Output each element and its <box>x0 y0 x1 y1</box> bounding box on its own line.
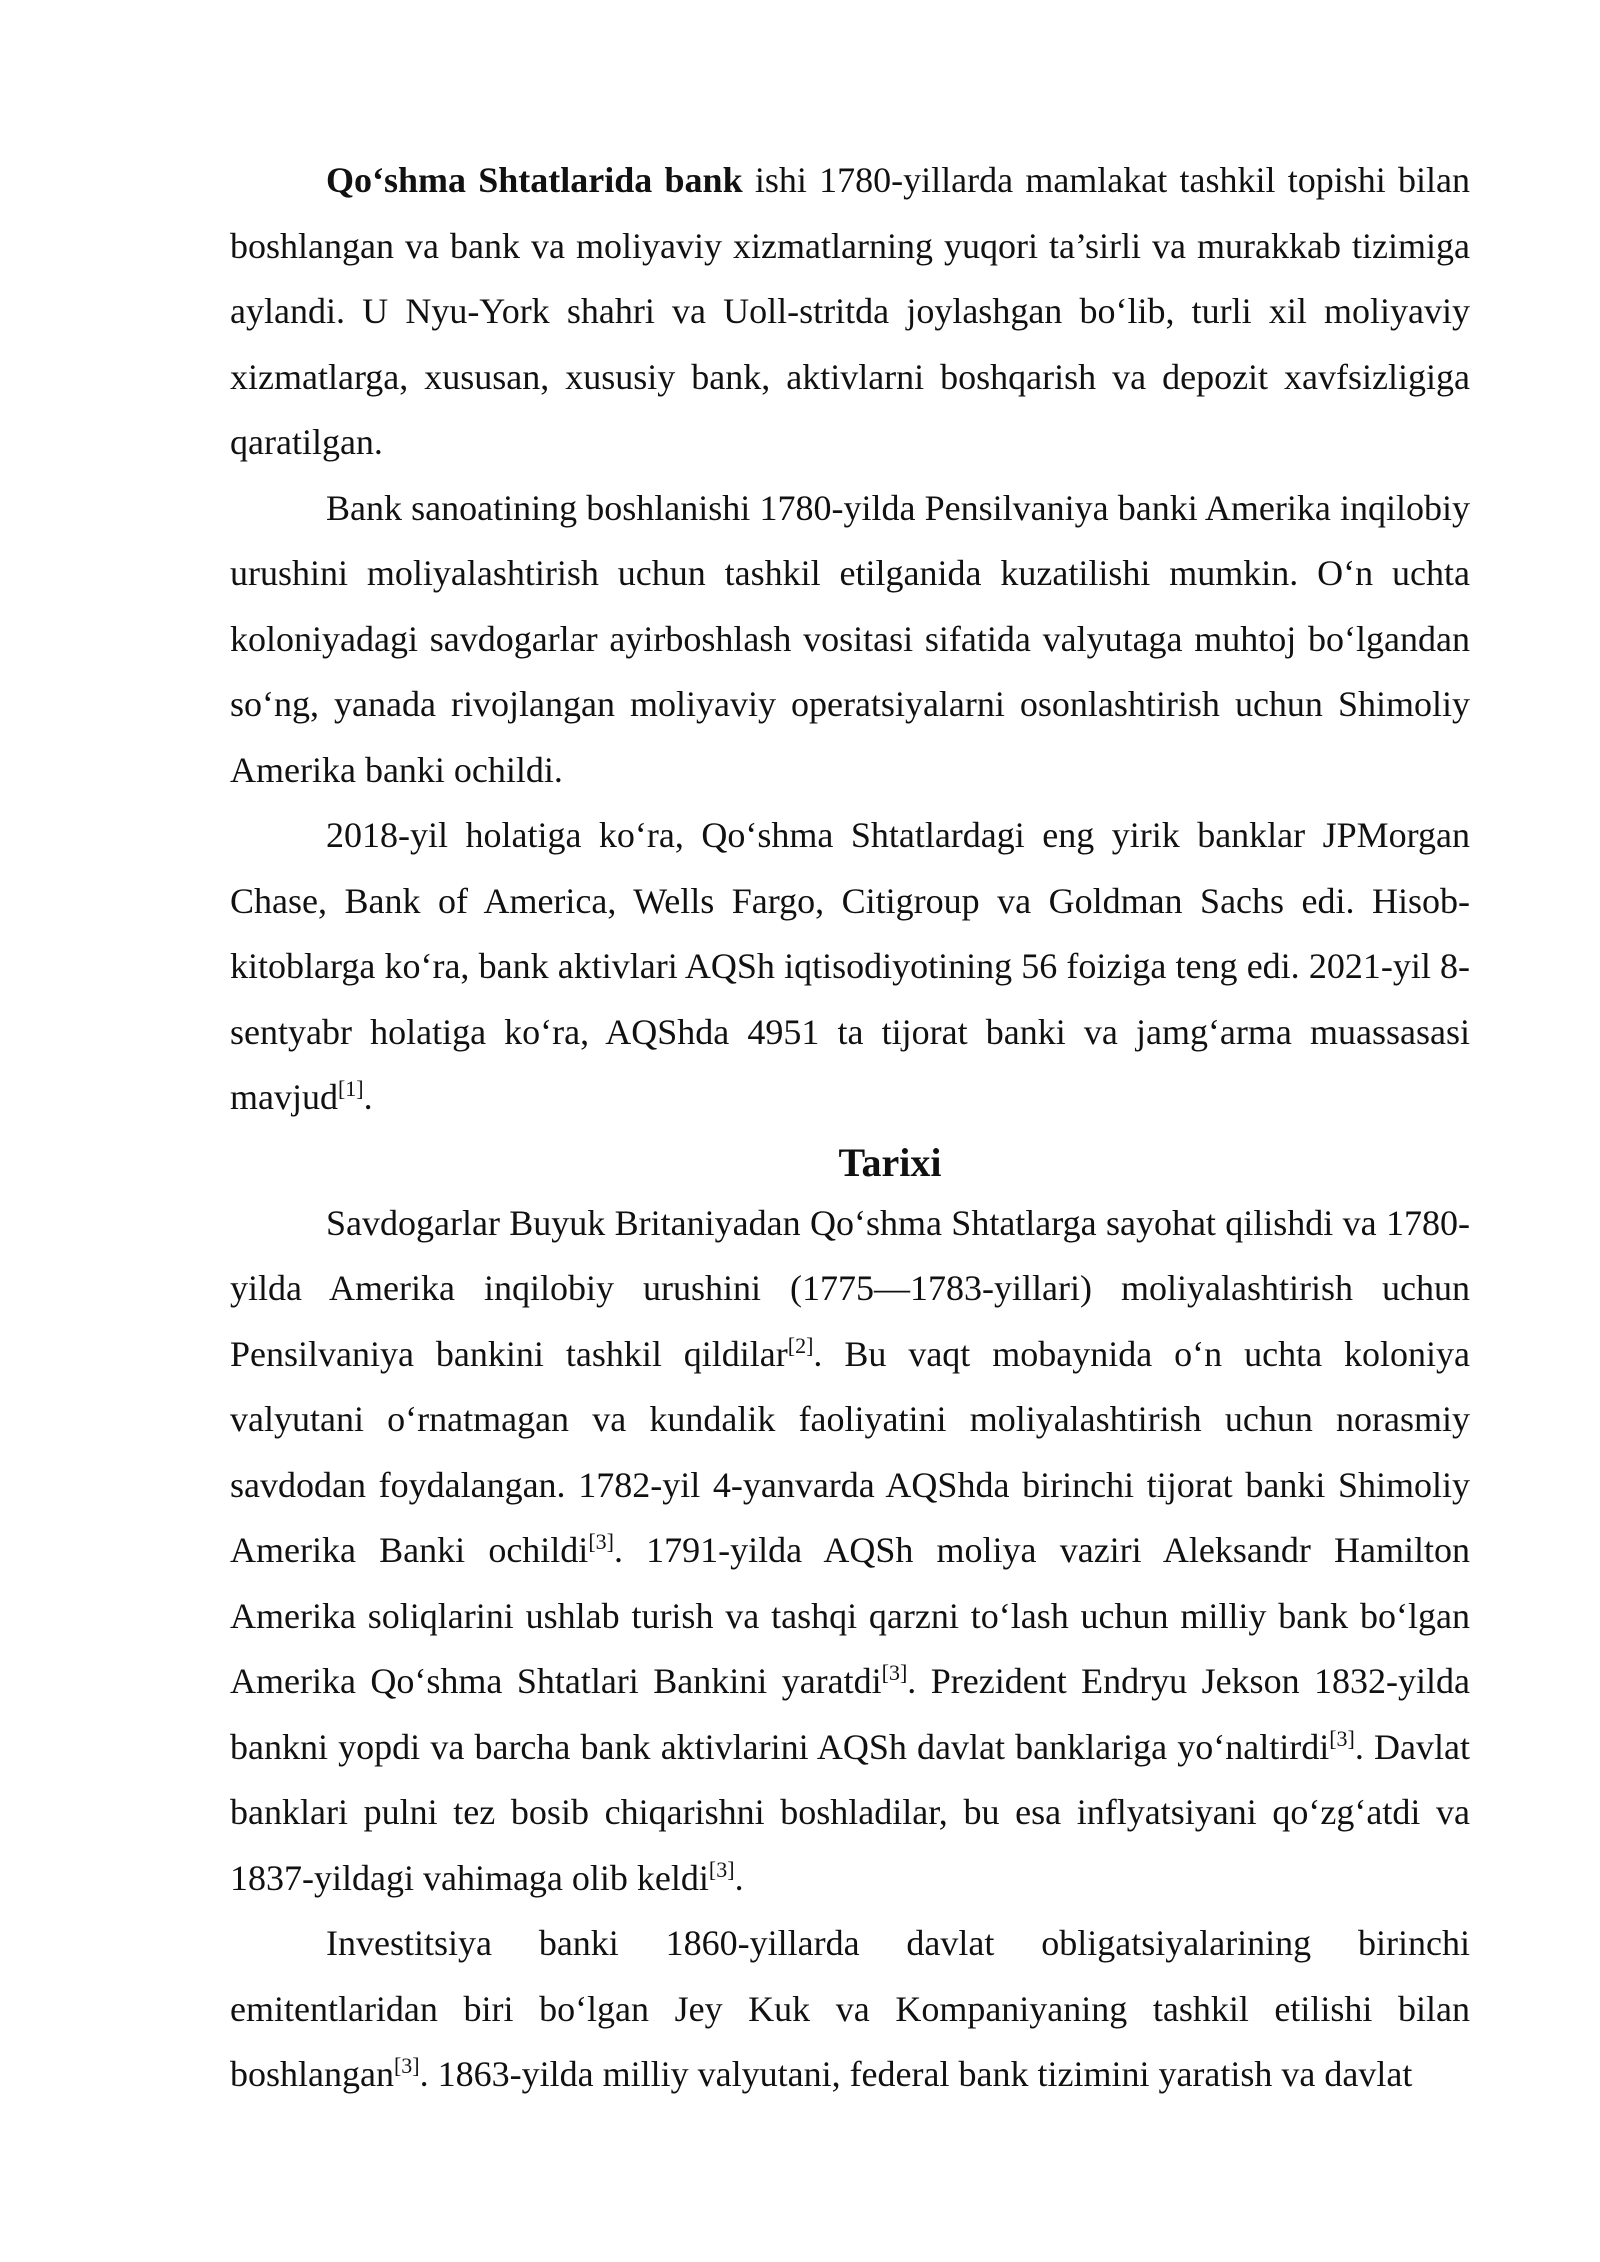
document-page <box>230 148 1470 2108</box>
footnote-ref[interactable]: [3] <box>708 1856 735 1882</box>
footnote-ref[interactable]: [3] <box>393 2053 420 2078</box>
paragraph-text: . Davlat banklari pulni tez bosib chiqarishni boshladilar, bu esa inflyatsiyani qo‘zg‘atdi va 1837-yildagi vahimaga olib keldi <box>230 1726 1471 1898</box>
paragraph-largest-banks <box>230 803 1470 1131</box>
paragraph-origins <box>230 476 1470 804</box>
bold-lead-term: Qo‘shma Shtatlarida bank <box>326 160 743 200</box>
footnote-ref[interactable]: [3] <box>588 1529 614 1554</box>
section-heading: Tarixi <box>838 1139 942 1185</box>
paragraph-text: ishi 1780-yillarda mamlakat tashkil topishi bilan boshlangan va bank va moliyaviy xizmatlarning yuqori ta’sirli va murakkab tizimiga aylandi. U Nyu-York shahri va Uoll-stritda joylashgan bo‘lib, turli xil moliyaviy xizmatlarga, xususan, xususiy bank, aktivlarni boshqarish va depozit xavfsizligiga qaratilgan. <box>230 160 1470 462</box>
paragraph-text: Investitsiya banki 1860-yillarda davlat obligatsiyalarining birinchi emitentlaridan biri bo‘lgan Jey Kuk va Kompaniyaning tashkil etilishi bilan boshlangan <box>230 1923 1470 2094</box>
footnote-ref[interactable]: [1] <box>337 1076 364 1101</box>
paragraph-text: . 1791-yilda AQSh moliya vaziri Aleksandr Hamilton Amerika soliqlarini ushlab turish va tashqi qarzni to‘lash uchun milliy bank bo‘lgan Amerika Qo‘shma Shtatlari Bankini yaratdi <box>230 1530 1470 1701</box>
paragraph-intro <box>230 148 1470 476</box>
paragraph-text: . Prezident Endryu Jekson 1832-yilda bankni yopdi va barcha bank aktivlarini AQSh davlat banklariga yo‘naltirdi <box>230 1661 1470 1767</box>
paragraph-investment-banking <box>230 1911 1470 2108</box>
paragraph-end: . <box>734 1857 744 1898</box>
paragraph-text: Savdogarlar Buyuk Britaniyadan Qo‘shma Shtatlarga sayohat qilishdi va 1780-yilda Amerika inqilobiy urushini (1775—1783-yillari) moliyalashtirish uchun Pensilvaniya bankini tashkil qildilar <box>230 1202 1470 1374</box>
footnote-ref[interactable]: [3] <box>881 1660 908 1685</box>
footnote-ref[interactable]: [2] <box>787 1332 814 1358</box>
paragraph-text: Bank sanoatining boshlanishi 1780-yilda Pensilvaniya banki Amerika inqilobiy urushini moliyalashtirish uchun tashkil etilganida kuzatilishi mumkin. O‘n uchta koloniyadagi savdogarlar ayirboshlash vositasi sifatida valyutaga muhtoj bo‘lgandan so‘ng, yanada rivojlangan moliyaviy operatsiyalarni osonlashtirish uchun Shimoliy Amerika banki ochildi. <box>230 487 1470 790</box>
footnote-ref[interactable]: [3] <box>1329 1725 1355 1751</box>
paragraph-text: . 1863-yilda milliy valyutani, federal bank tizimini yaratish va davlat <box>419 2054 1413 2094</box>
paragraph-end: . <box>363 1077 373 1117</box>
paragraph-history <box>230 1191 1470 1912</box>
paragraph-text: 2018-yil holatiga ko‘ra, Qo‘shma Shtatlardagi eng yirik banklar JPMorgan Chase, Bank of America, Wells Fargo, Citigroup va Goldman Sachs edi. Hisob-kitoblarga ko‘ra, bank aktivlari AQSh iqtisodiyotining 56 foiziga teng edi. 2021-yil 8-sentyabr holatiga ko‘ra, AQShda 4951 ta tijorat banki va jamg‘arma muassasasi mavjud <box>230 815 1470 1117</box>
paragraph-text: . Bu vaqt mobaynida o‘n uchta koloniya valyutani o‘rnatmagan va kundalik faoliyatini moliyalashtirish uchun norasmiy savdodan foydalangan. 1782-yil 4-yanvarda AQShda birinchi tijorat banki Shimoliy Amerika Banki ochildi <box>230 1333 1470 1570</box>
